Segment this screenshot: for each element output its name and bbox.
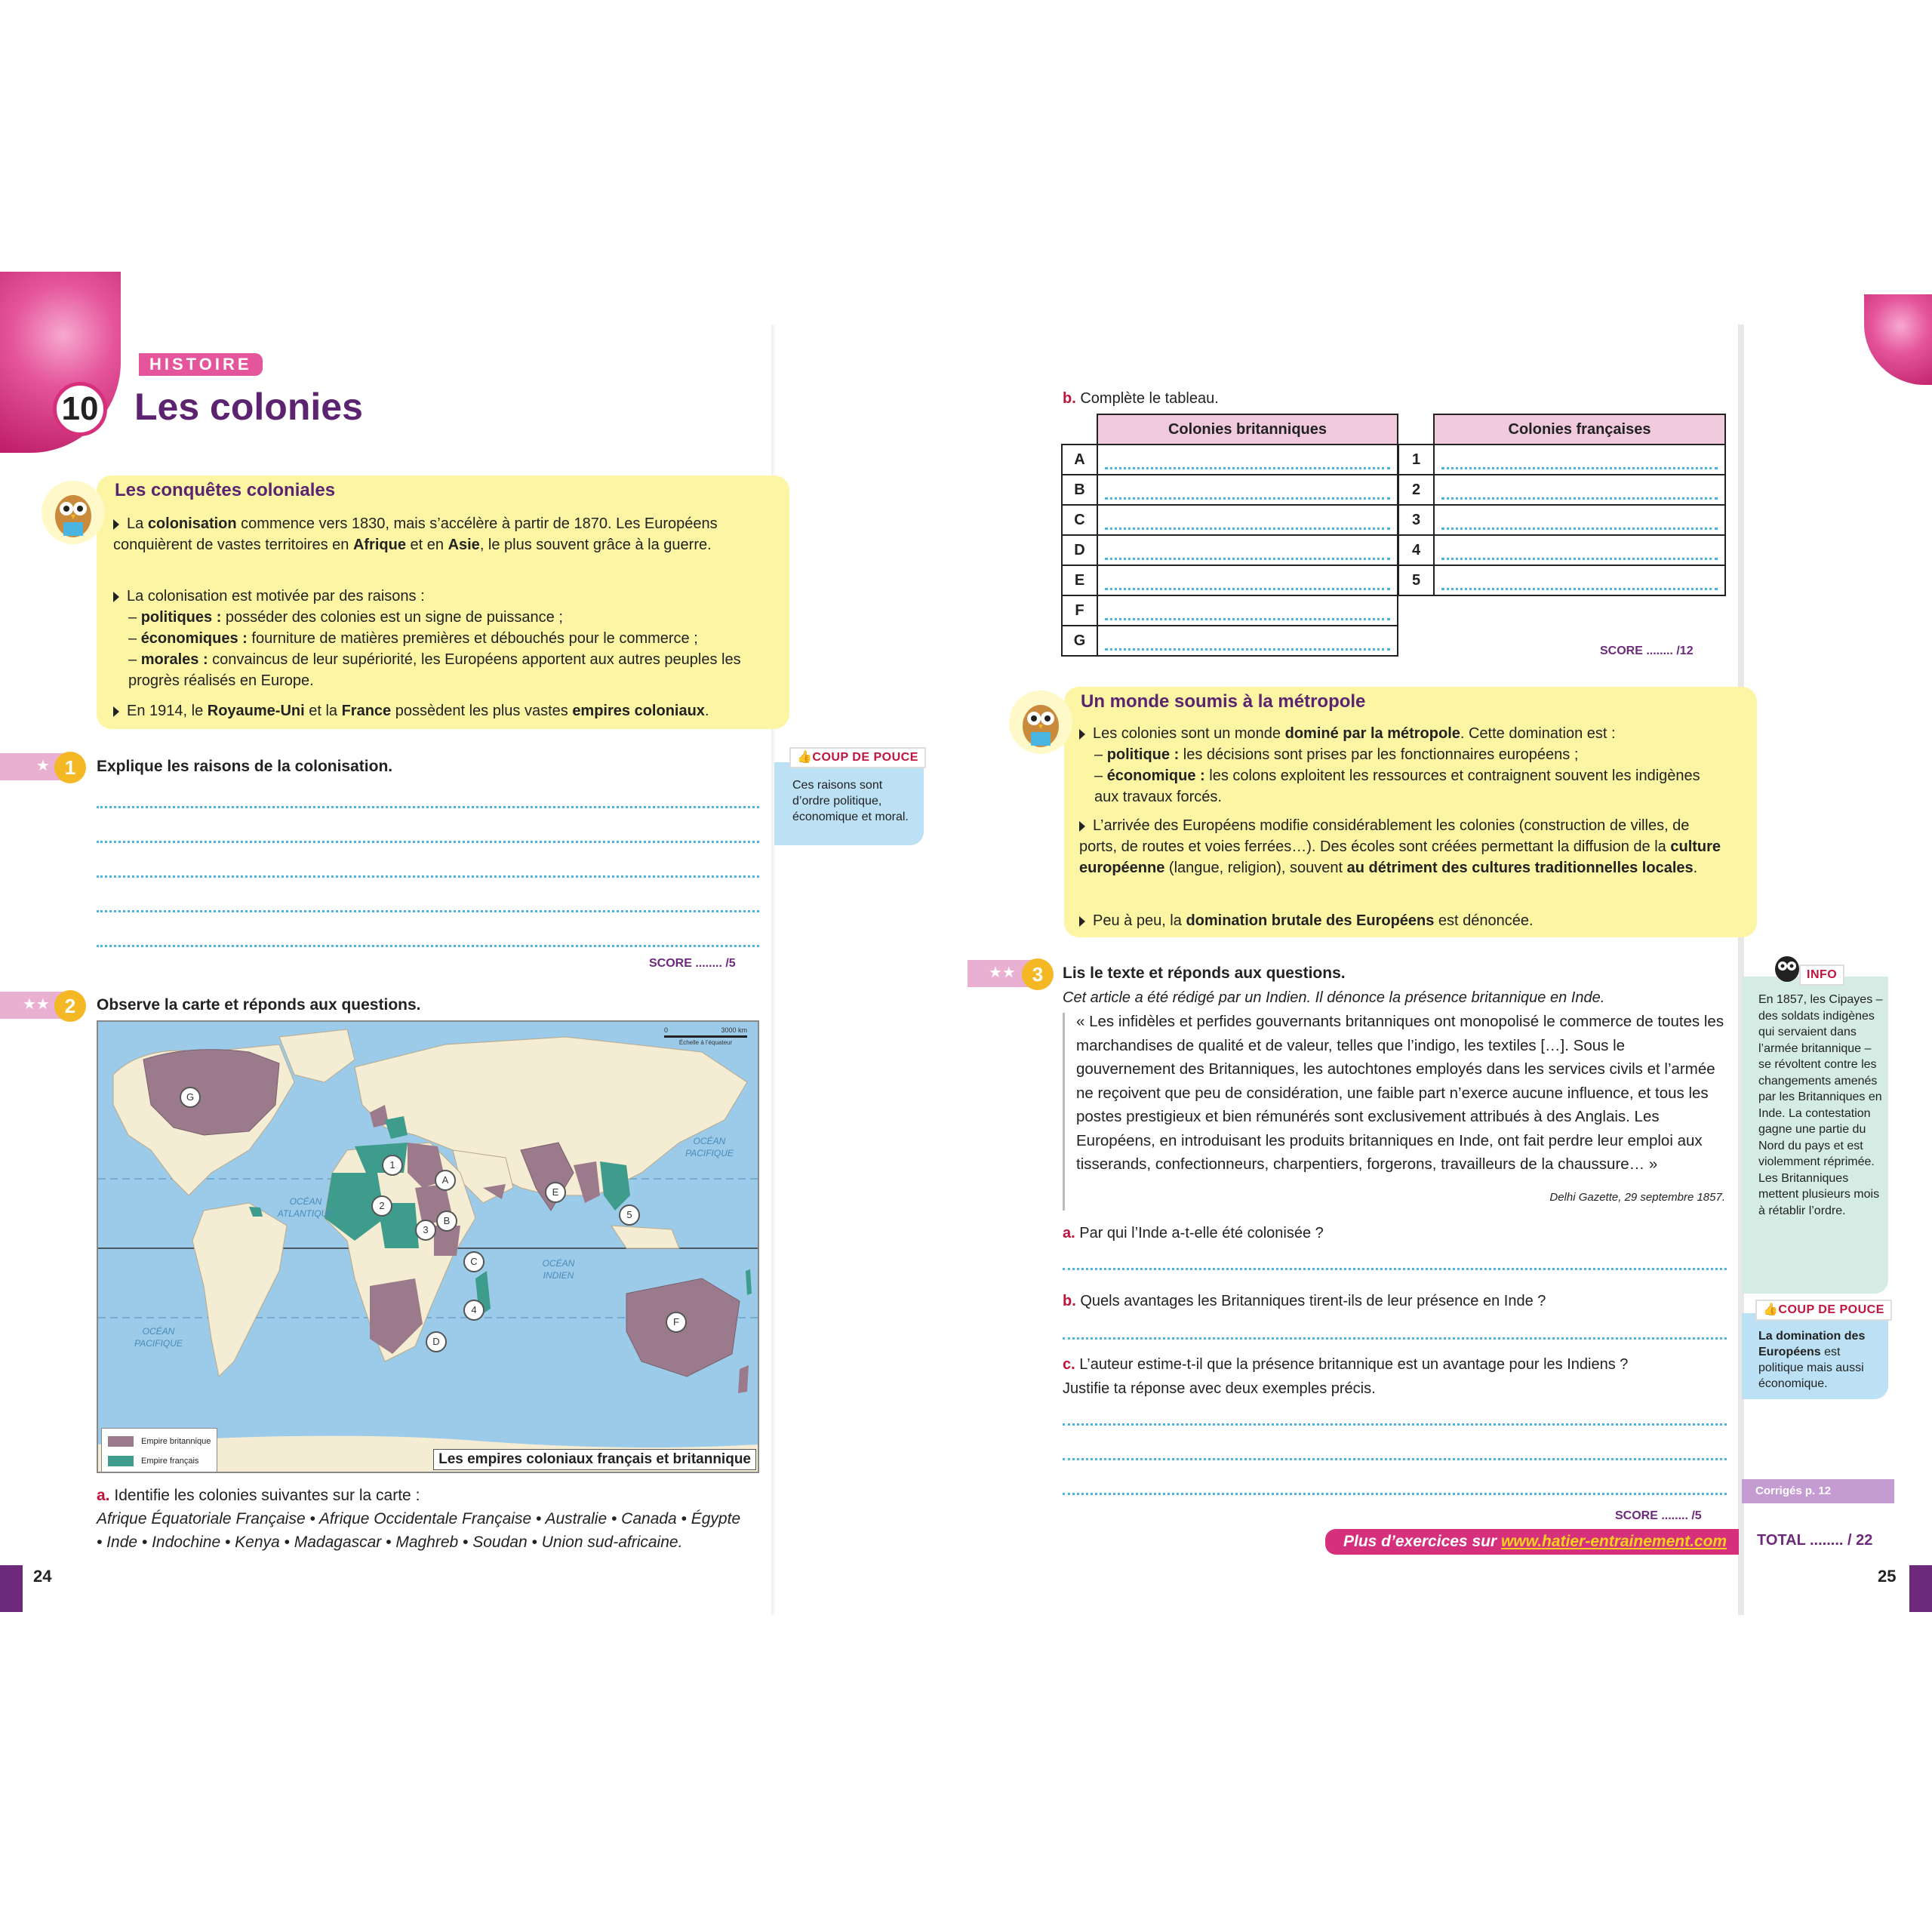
answer-cell[interactable] [1097,475,1398,505]
lesson2-paragraph-3: Peu à peu, la domination brutale des Européens est dénoncée. [1079,910,1728,931]
ocean-label: OCÉAN ATLANTIQUE [277,1196,334,1219]
exercise-3-intro: Cet article a été rédigé par un Indien. Il dénonce la présence britannique en Inde. [1063,989,1605,1006]
chapter-number-badge [53,382,107,436]
lesson2-paragraph-2: L’arrivée des Européens modifie considérablement les colonies (construction de villes, de ports, de routes et voies ferrées…). Des écoles sont créées permettant la diffusion de la culture européenne (langue, religion), souvent au détriment des cultures traditionnelles locales. [1079,817,1721,876]
page-title: Les colonies [134,386,363,428]
page-number-left: 24 [33,1567,52,1586]
exercise-2-question: Observe la carte et réponds aux questions. [97,996,421,1014]
answer-cell[interactable] [1097,535,1398,565]
lesson2-paragraph-1: Les colonies sont un monde dominé par la métropole. Cette domination est : – politique : les décisions sont prises par les fonctionnaires européens ; – économique : les colons exploitent les ressources et contraignent souvent les indigènes aux travaux forcés. [1079,723,1728,808]
thumb-icon: 👍 [797,751,813,764]
table-row: 2 [1398,475,1725,505]
page-number-right: 25 [1878,1567,1897,1586]
exercise-2a: a. Identifie les colonies suivantes sur la carte : Afrique Équatoriale Française • Afrique Occidentale Française • Australie • Canada • Égypte • Inde • Indochine • Kenya • Madagascar • Maghreb • Soudan • Union sud-africaine. [97,1487,741,1551]
lesson2-title: Un monde soumis à la métropole [1081,691,1366,712]
exercise-2b: b. Complète le tableau. [1063,390,1219,407]
exercise-1-tag: ★ [0,753,71,780]
answer-cell[interactable] [1434,535,1725,565]
answer-line[interactable] [97,910,759,912]
exercise-3a: a. Par qui l’Inde a-t-elle été colonisée ? [1063,1225,1324,1241]
right-page-edge [1738,325,1744,1615]
map-marker: B [436,1211,457,1232]
exercise-3b: b. Quels avantages les Britanniques tirent-ils de leur présence en Inde ? [1063,1293,1546,1309]
tip-2-title: 👍COUP DE POUCE [1755,1300,1892,1321]
exercise-2-score: SCORE ........ /12 [1600,645,1694,657]
map-caption: Les empires coloniaux français et britannique [433,1449,756,1470]
map-marker: 2 [371,1195,392,1217]
subject-tag [139,353,263,376]
chapter-number: 10 [61,390,99,427]
table-row: G [1062,626,1398,656]
info-title: INFO [1799,964,1844,986]
exercise-3-tag: ★★ [968,960,1038,987]
table-row: A [1062,445,1398,475]
answer-cell[interactable] [1434,565,1725,595]
tip-2-text: La domination des Européens est politique mais aussi économique. [1758,1330,1866,1390]
table-row: C [1062,505,1398,535]
exercise-2-tag: ★★ [0,992,71,1019]
exercise-3c: c. L’auteur estime-t-il que la présence britannique est un avantage pour les Indiens ? Justifie ta réponse avec deux exemples précis. [1063,1356,1629,1397]
map-marker: E [545,1182,566,1203]
thumb-icon: 👍 [1763,1303,1779,1316]
answer-line[interactable] [1063,1423,1727,1426]
map-marker: A [435,1170,456,1191]
answer-cell[interactable] [1097,445,1398,475]
british-colonies-table [1061,414,1398,657]
answer-cell[interactable] [1097,595,1398,626]
french-colonies-table [1398,414,1726,596]
ocean-label: OCÉAN PACIFIQUE [685,1136,734,1158]
world-map [97,1020,759,1473]
owl-mascot-icon [41,480,106,549]
answer-line[interactable] [1063,1337,1727,1340]
ocean-label: OCÉAN PACIFIQUE [134,1326,183,1349]
column-header: Colonies britanniques [1097,414,1398,445]
answer-cell[interactable] [1434,445,1725,475]
map-marker: 5 [619,1204,640,1226]
table-row: B [1062,475,1398,505]
answer-line[interactable] [1063,1493,1727,1495]
map-marker: 4 [463,1300,485,1321]
table-row: D [1062,535,1398,565]
exercise-1-question: Explique les raisons de la colonisation. [97,758,393,775]
exercise-1-score: SCORE ........ /5 [649,957,736,970]
page-marker-right [1909,1565,1932,1612]
answer-line[interactable] [1063,1268,1727,1270]
answer-line[interactable] [97,875,759,878]
answer-cell[interactable] [1097,565,1398,595]
quote-bar [1063,1013,1065,1211]
exercise-3-quote: « Les infidèles et perfides gouvernants britanniques ont monopolisé le commerce de toutes les marchandises de qualité et de valeur, telles que l’indigo, les textiles […]. Sous le gouvernement des Britanniques, les autochtones employés dans les services civils et l’armée ne reçoivent que peu de considération, une faible part n’exerce aucune influence, et tous les postes prestigieux et bien rémunérés sont exclusivement attribués à des Anglais. Les Européens, en introduisant les produits britanniques en Inde, ont fait perdre leur emploi aux tisserands, confectionneurs, charpentiers, forgerons, travailleurs de la chaussure… » [1076,1013,1724,1173]
lesson1-paragraph-3: En 1914, le Royaume-Uni et la France possèdent les plus vastes empires coloniaux. [113,700,762,721]
legend-swatch [108,1436,134,1447]
lesson1-paragraph-1: La colonisation commence vers 1830, mais s’accélère à partir de 1870. Les Européens conquièrent de vastes territoires en Afrique et en Asie, le plus souvent grâce à la guerre. [113,515,718,553]
table-row: F [1062,595,1398,626]
answer-cell[interactable] [1434,505,1725,535]
answer-cell[interactable] [1434,475,1725,505]
tip-1-text: Ces raisons sont d’ordre politique, économique et moral. [792,779,909,823]
legend-item-french: Empire français [108,1451,211,1471]
lesson1-title: Les conquêtes coloniales [115,480,336,500]
legend-item-british: Empire britannique [108,1432,211,1451]
legend-swatch [108,1456,134,1466]
map-legend [101,1428,217,1473]
exercise-3-number: 3 [1022,958,1054,990]
map-marker: F [666,1312,687,1333]
table-row: 3 [1398,505,1725,535]
map-marker: 1 [382,1155,403,1176]
subject-label: HISTOIRE [149,355,252,374]
answer-line[interactable] [97,945,759,947]
table-row: 1 [1398,445,1725,475]
tip-1-title: 👍COUP DE POUCE [789,747,926,768]
chapter-bubble-right [1864,294,1932,385]
page-marker-left [0,1565,23,1612]
column-header: Colonies françaises [1434,414,1725,445]
answer-line[interactable] [97,806,759,808]
exercise-3-source: Delhi Gazette, 29 septembre 1857. [1549,1191,1725,1204]
lesson1-paragraph-2: La colonisation est motivée par des raisons : – politiques : posséder des colonies est un signe de puissance ; – économiques : fourniture de matières premières et débouchés pour le commerce ; – morales : convaincus de leur supériorité, les Européens apportent aux autres peuples les progrès réalisés en Europe. [113,586,762,691]
more-exercises-link[interactable]: www.hatier-entrainement.com [1500,1533,1727,1550]
map-marker: C [463,1251,485,1272]
table-row: 5 [1398,565,1725,595]
ocean-label: OCÉAN INDIEN [542,1258,575,1281]
more-exercises-banner: Plus d’exercices sur www.hatier-entrainement.com [1325,1529,1739,1555]
info-text: En 1857, les Cipayes – des soldats indigènes qui servaient dans l’armée britannique – se révoltent contre les changements amenés par les Britanniques en Inde. La contestation gagne une partie du Nord du pays et est violemment réprimée. Les Britanniques mettent plusieurs mois à rétablir l’ordre. [1758,993,1883,1217]
exercise-3-question: Lis le texte et réponds aux questions. [1063,964,1346,982]
answer-cell[interactable] [1097,505,1398,535]
corriges-tag: Corrigés p. 12 [1742,1479,1894,1503]
map-scale: 0 3000 km Échelle à l’équateur [664,1026,747,1046]
exercise-1-number: 1 [54,752,86,783]
exercise-2-number: 2 [54,990,86,1022]
answer-line[interactable] [1063,1458,1727,1460]
map-marker: G [180,1087,201,1108]
exercise-3-score: SCORE ........ /5 [1615,1509,1702,1522]
map-marker: 3 [415,1220,436,1241]
map-marker: D [426,1331,447,1352]
owl-mascot-icon [1008,690,1073,758]
answer-line[interactable] [97,841,759,843]
table-row: E [1062,565,1398,595]
table-row: 4 [1398,535,1725,565]
answer-cell[interactable] [1097,626,1398,656]
total-score: TOTAL ........ / 22 [1757,1532,1873,1549]
